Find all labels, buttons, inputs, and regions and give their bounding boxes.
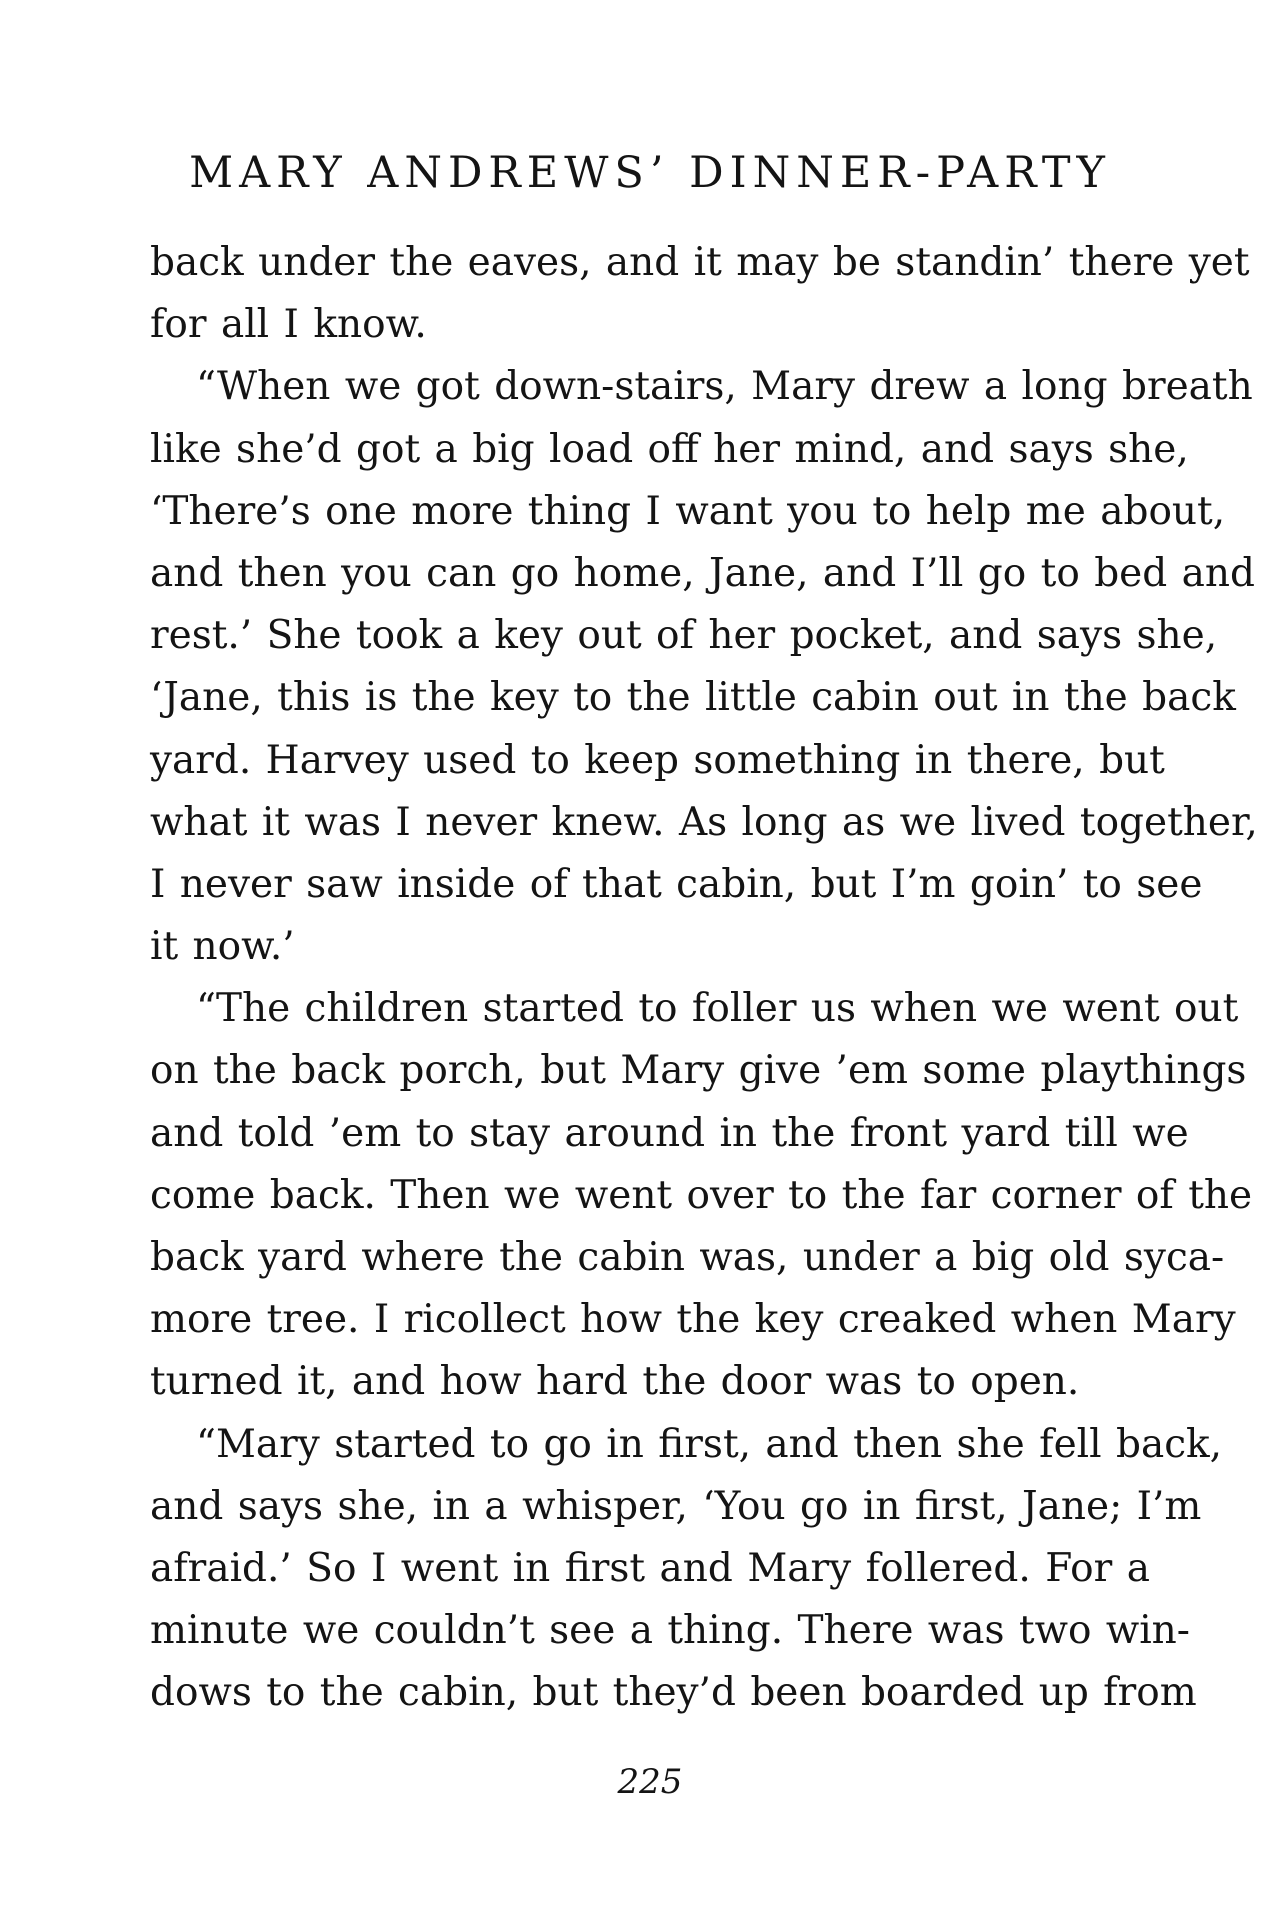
text-line: dows to the cabin, but they’d been boarded up from [150,1670,1197,1716]
text-line: minute we couldn’t see a thing. There was two win- [150,1608,1190,1654]
text-line: “The children started to foller us when we went out [196,986,1239,1032]
text-line: turned it, and how hard the door was to open. [150,1359,1080,1405]
text-line: and told ’em to stay around in the front yard till we [150,1110,1189,1156]
text-line: “When we got down-stairs, Mary drew a long breath [196,364,1253,410]
text-line: afraid.’ So I went in first and Mary follered. For a [150,1545,1150,1591]
text-line: and then you can go home, Jane, and I’ll go to bed and [150,550,1255,596]
text-line: back yard where the cabin was, under a big old syca- [150,1235,1225,1280]
text-line: and says she, in a whisper, ‘You go in first, Jane; I’m [150,1483,1202,1529]
text-line: for all I know. [150,302,427,348]
running-head: MARY ANDREWS’ DINNER-PARTY [189,148,1111,198]
text-line: “Mary started to go in first, and then she fell back, [196,1421,1223,1467]
text-line: back under the eaves, and it may be standin’ there yet [150,240,1250,285]
body-text [150,232,1258,1725]
text-line: rest.’ She took a key out of her pocket, and says she, [150,613,1218,659]
text-line: like she’d got a big load off her mind, and says she, [150,426,1189,472]
text-line: I never saw inside of that cabin, but I’m goin’ to see [150,861,1203,907]
text-line: what it was I never knew. As long as we lived together, [150,799,1258,845]
text-line: ‘There’s one more thing I want you to help me about, [150,488,1226,534]
text-line: it now.’ [150,924,295,970]
text-line: yard. Harvey used to keep something in there, but [150,737,1165,783]
text-line: more tree. I ricollect how the key creaked when Mary [150,1297,1236,1343]
text-line: ‘Jane, this is the key to the little cabin out in the back [150,675,1236,721]
page-number: 225 [617,1762,683,1802]
text-line: on the back porch, but Mary give ’em some playthings [150,1048,1247,1094]
text-line: come back. Then we went over to the far corner of the [150,1172,1253,1218]
